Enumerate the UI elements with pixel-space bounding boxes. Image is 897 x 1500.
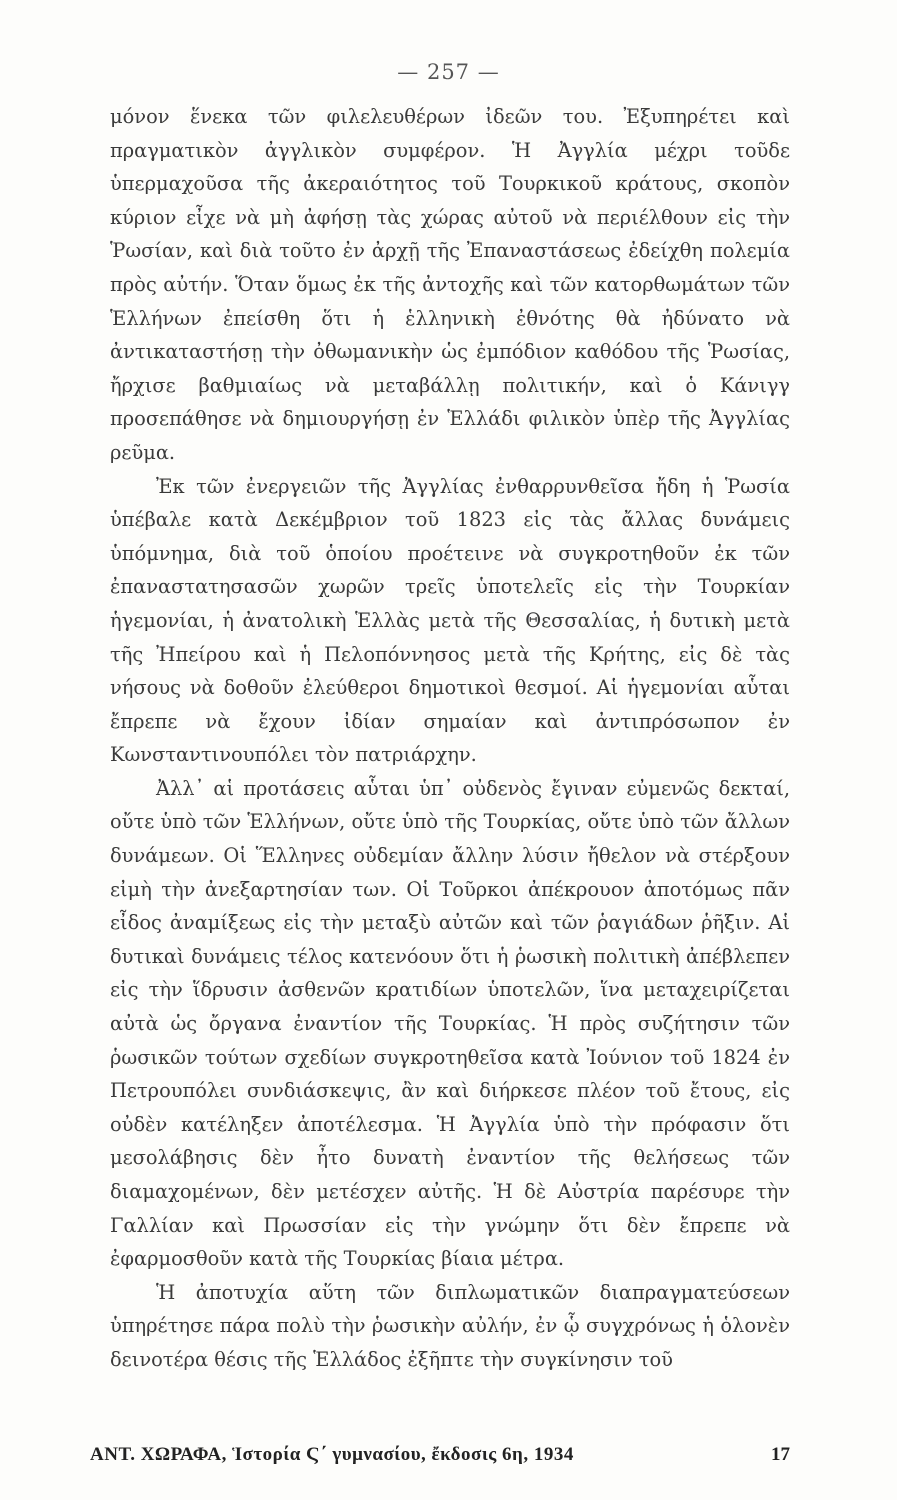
body-text — [110, 100, 790, 1377]
page-number: — 257 — — [397, 60, 500, 84]
paragraph-1: μόνον ἕνεκα τῶν φιλελευθέρων ἰδεῶν του. Ἐξυπηρέτει καὶ πραγματικὸν ἀγγλικὸν συμφέρον. Ἡ Ἀγγλία μέχρι τοῦδε ὑπερμαχοῦσα τῆς ἀκεραιότητος τοῦ Τουρκικοῦ κράτους, σκοπὸν κύριον εἶχε νὰ μὴ ἀφήσῃ τὰς χώρας αὐτοῦ νὰ περιέλθουν εἰς τὴν Ῥωσίαν, καὶ διὰ τοῦτο ἐν ἀρχῇ τῆς Ἐπαναστάσεως ἐδείχθη πολεμία πρὸς αὐτήν. Ὅταν ὅμως ἐκ τῆς ἀντοχῆς καὶ τῶν κατορθωμάτων τῶν Ἑλλήνων ἐπείσθη ὅτι ἡ ἑλληνικὴ ἐθνότης θὰ ἠδύνατο νὰ ἀντικαταστήσῃ τὴν ὀθωμανικὴν ὡς ἐμπόδιον καθόδου τῆς Ῥωσίας, ἤρχισε βαθμιαίως νὰ μεταβάλλῃ πολιτικήν, καὶ ὁ Κάνιγγ προσεπάθησε νὰ δημιουργήσῃ ἐν Ἑλλάδι φιλικὸν ὑπὲρ τῆς Ἀγγλίας ρεῦμα. — [110, 105, 790, 464]
paragraph-4: Ἡ ἀποτυχία αὕτη τῶν διπλωματικῶν διαπραγματεύσεων ὑπηρέτησε πάρα πολὺ τὴν ῥωσικὴν αὐλήν, ἐν ᾧ συγχρόνως ἡ ὁλονὲν δεινοτέρα θέσις τῆς Ἑλλάδος ἐξῆπτε τὴν συγκίνησιν τοῦ — [110, 1280, 790, 1371]
page-footer — [90, 1444, 790, 1466]
footer-citation: ΑΝΤ. ΧΩΡΑΦΑ, Ἱστορία Ϛ΄ γυμνασίου, ἔκδοσις 6η, 1934 — [90, 1444, 574, 1465]
paragraph-2: Ἐκ τῶν ἐνεργειῶν τῆς Ἀγγλίας ἐνθαρρυνθεῖσα ἤδη ἡ Ῥωσία ὑπέβαλε κατὰ Δεκέμβριον τοῦ 1823 εἰς τὰς ἄλλας δυνάμεις ὑπόμνημα, διὰ τοῦ ὁποίου προέτεινε νὰ συγκροτηθοῦν ἐκ τῶν ἐπαναστατησασῶν χωρῶν τρεῖς ὑποτελεῖς εἰς τὴν Τουρκίαν ἡγεμονίαι, ἡ ἀνατολικὴ Ἑλλὰς μετὰ τῆς Θεσσαλίας, ἡ δυτικὴ μετὰ τῆς Ἠπείρου καὶ ἡ Πελοπόννησος μετὰ τῆς Κρήτης, εἰς δὲ τὰς νήσους νὰ δοθοῦν ἐλεύθεροι δημοτικοὶ θεσμοί. Αἱ ἡγεμονίαι αὗται ἔπρεπε νὰ ἔχουν ἰδίαν σημαίαν καὶ ἀντιπρόσωπον ἐν Κωνσταντινουπόλει τὸν πατριάρχην. — [110, 474, 790, 767]
footer-signature-number: 17 — [771, 1444, 790, 1465]
paragraph-3: Ἀλλ᾽ αἱ προτάσεις αὗται ὑπ᾽ οὐδενὸς ἔγιναν εὐμενῶς δεκταί, οὔτε ὑπὸ τῶν Ἑλλήνων, οὔτε ὑπὸ τῆς Τουρκίας, οὔτε ὑπὸ τῶν ἄλλων δυνάμεων. Οἱ Ἕλληνες οὐδεμίαν ἄλλην λύσιν ἤθελον νὰ στέρξουν εἰμὴ τὴν ἀνεξαρτησίαν των. Οἱ Τοῦρκοι ἀπέκρουον ἀποτόμως πᾶν εἶδος ἀναμίξεως εἰς τὴν μεταξὺ αὐτῶν καὶ τῶν ῥαγιάδων ῥῆξιν. Αἱ δυτικαὶ δυνάμεις τέλος κατενόουν ὅτι ἡ ῥωσικὴ πολιτικὴ ἀπέβλεπεν εἰς τὴν ἵδρυσιν ἀσθενῶν κρατιδίων ὑποτελῶν, ἵνα μεταχειρίζεται αὐτὰ ὡς ὄργανα ἐναντίον τῆς Τουρκίας. Ἡ πρὸς συζήτησιν τῶν ῥωσικῶν τούτων σχεδίων συγκροτηθεῖσα κατὰ Ἰούνιον τοῦ 1824 ἐν Πετρουπόλει συνδιάσκεψις, ἂν καὶ διήρκεσε πλέον τοῦ ἔτους, εἰς οὐδὲν κατέληξεν ἀποτέλεσμα. Ἡ Ἀγγλία ὑπὸ τὴν πρόφασιν ὅτι μεσολάβησις δὲν ἦτο δυνατὴ ἐναντίον τῆς θελήσεως τῶν διαμαχομένων, δὲν μετέσχεν αὐτῆς. Ἡ δὲ Αὐστρία παρέσυρε τὴν Γαλλίαν καὶ Πρωσσίαν εἰς τὴν γνώμην ὅτι δὲν ἔπρεπε νὰ ἐφαρμοσθοῦν κατὰ τῆς Τουρκίας βίαια μέτρα. — [110, 776, 790, 1271]
